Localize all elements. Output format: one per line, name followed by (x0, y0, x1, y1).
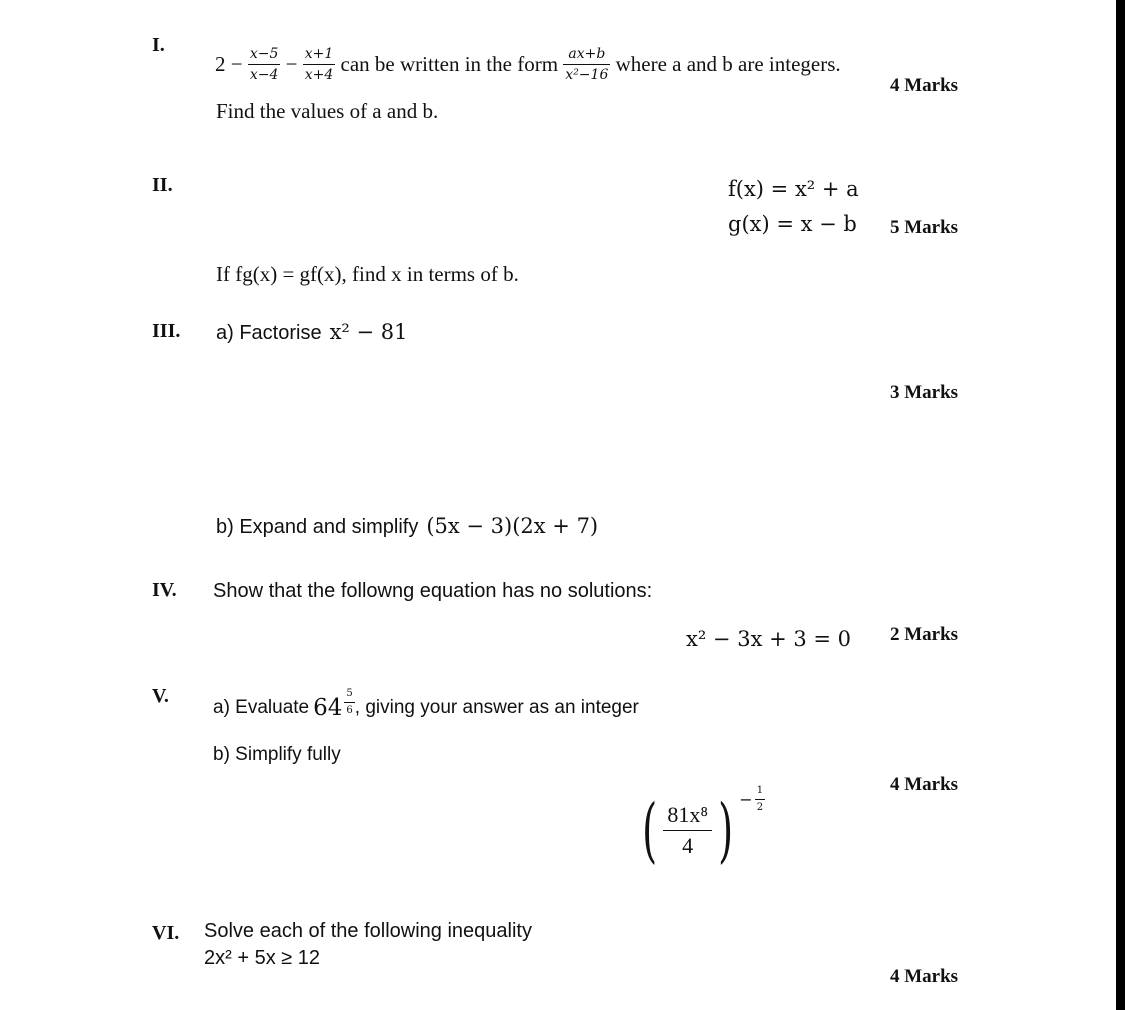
q5-part-b-label: b) Simplify fully (213, 744, 341, 765)
q5-expression-denominator: 4 (682, 832, 694, 858)
q3-part-b-expression: (5x − 3)(2x + 7) (426, 514, 599, 538)
q1-fraction-1-numerator: x−5 (248, 47, 281, 65)
question-number-3: III. (152, 320, 181, 342)
q5-part-a-exponent-denominator: 6 (346, 704, 353, 716)
q2-equation-f: f(x) = x² + a (728, 177, 859, 201)
question-4-text: Show that the followng equation has no solutions: (213, 580, 653, 602)
q1-fraction-2-denominator: x+4 (304, 66, 334, 83)
question-3-marks: 3 Marks (890, 382, 959, 403)
q5-exponent-fraction (755, 786, 765, 813)
q1-fraction-2 (303, 47, 336, 82)
q3-part-b (216, 514, 598, 539)
right-edge-bar (1116, 0, 1125, 1010)
q4-equation: x² − 3x + 3 = 0 (686, 627, 852, 651)
q1-fraction-3-numerator: ax+b (563, 47, 610, 65)
question-1-line-1 (215, 36, 841, 92)
q5-part-a-exponent (344, 689, 354, 716)
question-number-4: IV. (152, 579, 177, 601)
q1-mid-text: can be written in the form (340, 51, 559, 76)
q1-fraction-3-denominator: x²−16 (565, 66, 609, 83)
q3-part-b-label: b) Expand and simplify (216, 516, 419, 538)
q5-left-paren: ( (642, 789, 658, 871)
q5-exponent-numerator: 1 (755, 786, 765, 800)
q1-tail-text: where a and b are integers. (615, 51, 841, 76)
q6-inequality: 2x² + 5x ≥ 12 (204, 947, 321, 969)
q1-fraction-3 (563, 47, 610, 82)
q3-part-a-expression: x² − 81 (329, 320, 408, 344)
q5-expression-exponent (739, 786, 765, 813)
q3-part-a-label: a) Factorise (216, 322, 322, 344)
q1-fraction-1-denominator: x−4 (249, 66, 279, 83)
q5-expression-numerator: 81x⁸ (663, 804, 712, 831)
q1-minus: − (285, 51, 298, 76)
q3-part-a (216, 320, 408, 345)
question-1-marks: 4 Marks (890, 75, 959, 96)
q1-fraction-1 (248, 47, 281, 82)
q5-part-a-label: a) Evaluate (213, 697, 310, 718)
q5-exponent-denominator: 2 (756, 802, 764, 813)
question-4-marks: 2 Marks (890, 624, 959, 645)
q5-part-a (213, 686, 639, 730)
question-number-5: V. (152, 685, 169, 707)
question-6-marks: 4 Marks (890, 966, 959, 987)
question-2-marks: 5 Marks (890, 217, 959, 238)
q5-exponent-sign: − (739, 790, 753, 809)
q5-part-a-base: 64 (313, 695, 343, 721)
q2-equation-g: g(x) = x − b (728, 212, 857, 236)
q5-part-a-exponent-numerator: 5 (344, 689, 354, 703)
question-6-text: Solve each of the following inequality (204, 920, 532, 942)
question-number-6: VI. (152, 922, 180, 944)
q5-expression (636, 785, 765, 871)
q5-expression-fraction (663, 801, 712, 858)
question-2-text: If fg(x) = gf(x), find x in terms of b. (216, 262, 519, 286)
question-5-marks: 4 Marks (890, 774, 959, 795)
question-1-line-2: Find the values of a and b. (216, 99, 439, 123)
question-number-1: I. (152, 34, 165, 56)
question-number-2: II. (152, 174, 173, 196)
q5-right-paren: ) (718, 789, 734, 871)
q1-fraction-2-numerator: x+1 (303, 47, 336, 65)
q5-part-a-tail: , giving your answer as an integer (354, 697, 639, 718)
q1-lead: 2 − (215, 51, 243, 76)
